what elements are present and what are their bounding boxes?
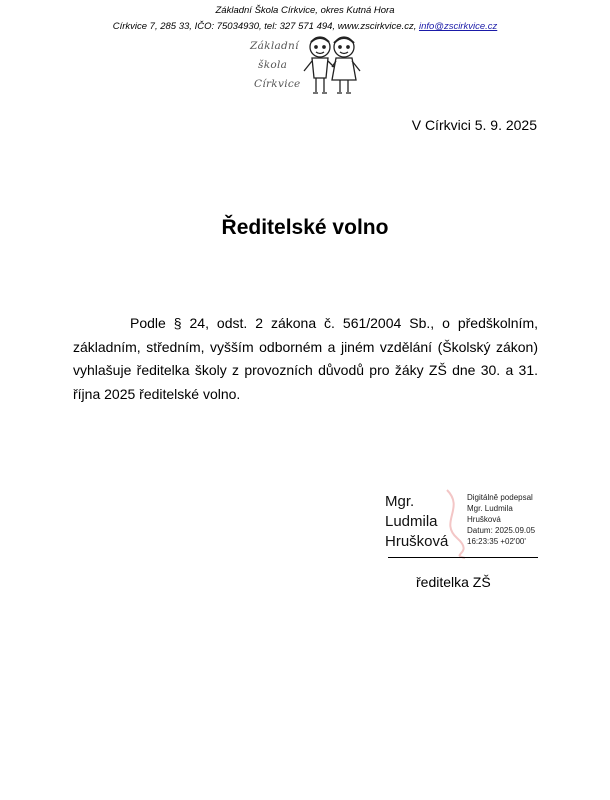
signature-details-line: Digitálně podepsal — [467, 493, 533, 502]
signature-line — [388, 557, 538, 558]
school-header-contact — [0, 21, 610, 32]
signature-details-line: Mgr. Ludmila — [467, 504, 513, 513]
school-contact-text: Církvice 7, 285 33, IČO: 75034930, tel: 327 571 494, www.zscirkvice.cz, — [112, 21, 419, 32]
logo-text-line: škola — [258, 59, 288, 71]
signature-details-line: Datum: 2025.09.05 — [467, 526, 536, 535]
logo-text — [250, 37, 301, 94]
signature-details-line: 16:23:35 +02'00' — [467, 537, 526, 546]
signature-details-line: Hrušková — [467, 515, 501, 524]
signer-name-line: Mgr. — [385, 493, 415, 510]
children-illustration-icon — [300, 33, 364, 99]
signer-name-line: Ludmila — [385, 513, 438, 530]
signature-details — [467, 492, 535, 547]
announcement-body — [73, 312, 538, 406]
school-header-name: Základní Škola Církvice, okres Kutná Hora — [215, 5, 395, 16]
signer-name — [385, 492, 448, 552]
signer-role: ředitelka ZŠ — [416, 574, 491, 590]
document-title: Ředitelské volno — [221, 216, 389, 239]
digital-signature — [383, 488, 553, 560]
date-location: V Církvici 5. 9. 2025 — [411, 117, 537, 133]
school-logo — [244, 33, 364, 99]
signer-name-line: Hrušková — [385, 533, 449, 550]
email-link[interactable]: info@zscirkvice.cz — [418, 21, 498, 32]
logo-text-line: Církvice — [254, 78, 301, 90]
announcement-text: Podle § 24, odst. 2 zákona č. 561/2004 Sb., o předškolním, základním, středním, vyšším odborném a jiném vzdělání (Školský zákon) vyhlašuje ředitelka školy z provozních důvodů pro žáky ZŠ dne 30. a 31. října 2025 ředitelské volno. — [73, 315, 538, 402]
logo-text-line: Základní — [250, 40, 299, 52]
